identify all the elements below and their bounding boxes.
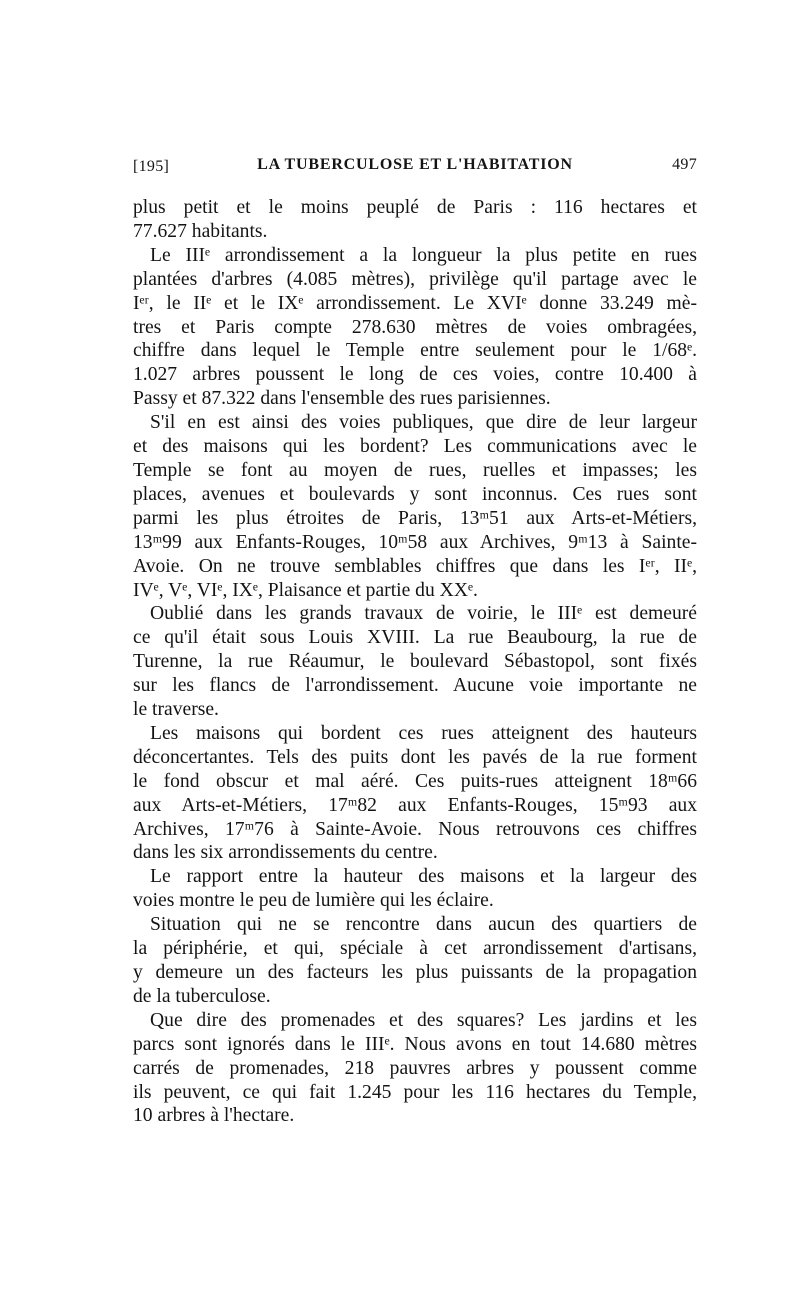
text-line: Avoie. On ne trouve semblables chiffres que dans les Iᵉʳ, IIᵉ,: [133, 555, 697, 577]
text-line: la périphérie, et qui, spéciale à cet arrondissement d'artisans,: [133, 938, 697, 960]
text-line: Que dire des promenades et des squares? Les jardins et les: [150, 1009, 697, 1031]
text-line: Situation qui ne se rencontre dans aucun des quartiers de: [150, 914, 697, 936]
text-line: Passy et 87.322 dans l'ensemble des rues parisiennes.: [133, 388, 551, 410]
text-line: Oublié dans les grands travaux de voirie, le IIIᵉ est demeuré: [150, 603, 697, 625]
text-line: Archives, 17ᵐ76 à Sainte-Avoie. Nous retrouvons ces chiffres: [133, 818, 697, 840]
paragraph: [133, 244, 697, 411]
text-line: S'il en est ainsi des voies publiques, que dire de leur largeur: [150, 412, 697, 434]
paragraph: [133, 602, 697, 722]
paragraph: [133, 913, 697, 1009]
text-line: et des maisons qui les bordent? Les communications avec le: [133, 436, 697, 458]
page-header: [133, 150, 697, 180]
paragraph: [133, 1009, 697, 1129]
text-line: y demeure un des facteurs les plus puissants de la propagation: [133, 962, 697, 983]
text-line: tres et Paris compte 278.630 mètres de voies ombragées,: [133, 316, 697, 338]
text-line: 1.027 arbres poussent le long de ces voies, contre 10.400 à: [133, 364, 697, 386]
text-line: ce qu'il était sous Louis XVIII. La rue Beaubourg, la rue de: [133, 627, 697, 649]
text-line: aux Arts-et-Métiers, 17ᵐ82 aux Enfants-Rouges, 15ᵐ93 aux: [133, 794, 697, 816]
text-line: plus petit et le moins peuplé de Paris : 116 hectares et: [133, 197, 697, 218]
text-line: déconcertantes. Tels des puits dont les pavés de la rue forment: [133, 746, 697, 768]
text-line: sur les flancs de l'arrondissement. Aucune voie importante ne: [133, 675, 697, 697]
text-line: 77.627 habitants.: [133, 220, 268, 242]
text-line: Iᵉʳ, le IIᵉ et le IXᵉ arrondissement. Le XVIᵉ donne 33.249 mè-: [133, 292, 697, 314]
text-line: 13ᵐ99 aux Enfants-Rouges, 10ᵐ58 aux Archives, 9ᵐ13 à Sainte-: [133, 531, 697, 553]
body-text: [133, 196, 697, 1128]
text-line: de la tuberculose.: [133, 985, 271, 1007]
text-line: ils peuvent, ce qui fait 1.245 pour les 116 hectares du Temple,: [133, 1081, 697, 1103]
text-line: plantées d'arbres (4.085 mètres), privilège qu'il partage avec le: [133, 268, 697, 290]
text-line: chiffre dans lequel le Temple entre seulement pour le 1/68ᵉ.: [133, 340, 697, 362]
text-line: Le IIIᵉ arrondissement a la longueur la plus petite en rues: [150, 244, 697, 266]
running-title: LA TUBERCULOSE ET L'HABITATION: [257, 156, 573, 173]
text-line: Turenne, la rue Réaumur, le boulevard Sébastopol, sont fixés: [133, 651, 697, 673]
text-line: le traverse.: [133, 699, 219, 721]
text-line: dans les six arrondissements du centre.: [133, 842, 438, 864]
text-line: Temple se font au moyen de rues, ruelles et impasses; les: [133, 459, 697, 481]
text-line: carrés de promenades, 218 pauvres arbres y poussent comme: [133, 1057, 697, 1079]
page-number: 497: [672, 156, 697, 173]
paragraph: [133, 196, 697, 244]
paragraph: [133, 722, 697, 865]
text-line: IVᵉ, Vᵉ, VIᵉ, IXᵉ, Plaisance et partie du XXᵉ.: [133, 579, 478, 601]
text-line: Les maisons qui bordent ces rues atteignent des hauteurs: [150, 722, 697, 744]
text-line: le fond obscur et mal aéré. Ces puits-rues atteignent 18ᵐ66: [133, 770, 697, 792]
text-line: parcs sont ignorés dans le IIIᵉ. Nous avons en tout 14.680 mètres: [133, 1033, 697, 1055]
text-line: Le rapport entre la hauteur des maisons et la largeur des: [150, 866, 697, 888]
text-line: parmi les plus étroites de Paris, 13ᵐ51 aux Arts-et-Métiers,: [133, 507, 697, 529]
folio-number: [195]: [133, 158, 170, 175]
paragraph: [133, 865, 697, 913]
paragraph: [133, 411, 697, 602]
text-line: voies montre le peu de lumière qui les éclaire.: [133, 890, 494, 912]
text-line: 10 arbres à l'hectare.: [133, 1105, 295, 1127]
text-line: places, avenues et boulevards y sont inconnus. Ces rues sont: [133, 483, 697, 505]
